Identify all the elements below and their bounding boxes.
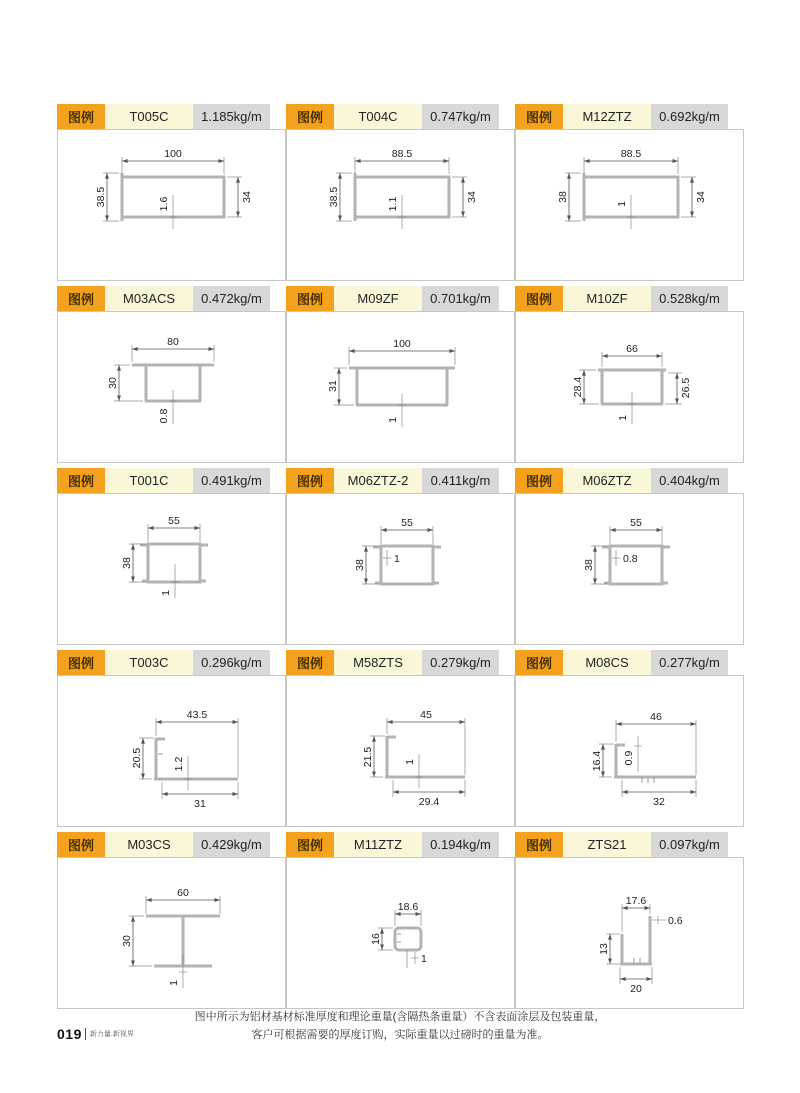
profile-drawing-M10ZF bbox=[516, 312, 743, 462]
drawing-area bbox=[57, 857, 286, 1009]
page-number: 019 bbox=[57, 1026, 82, 1042]
drawing-area bbox=[57, 311, 286, 463]
profile-cell bbox=[286, 832, 515, 1009]
profile-cell bbox=[57, 832, 286, 1009]
legend-label: 图例 bbox=[515, 468, 563, 493]
drawing-area bbox=[286, 311, 515, 463]
dim-right-label: 34 bbox=[466, 191, 478, 203]
dim-right-label: 26.5 bbox=[680, 377, 692, 399]
cell-header bbox=[57, 832, 286, 857]
dim-left-label: 38.5 bbox=[328, 186, 340, 208]
profile-cell bbox=[286, 286, 515, 463]
cell-header bbox=[286, 832, 515, 857]
dim-top-label: 100 bbox=[393, 338, 411, 350]
legend-label: 图例 bbox=[515, 832, 563, 857]
dim-wall-label: 1 bbox=[421, 953, 427, 965]
dim-bottom-label: 20 bbox=[630, 983, 642, 995]
weight-label: 0.279kg/m bbox=[422, 650, 499, 675]
dim-top-label: 43.5 bbox=[186, 709, 208, 721]
profile-grid bbox=[57, 104, 746, 1014]
dim-top-label: 17.6 bbox=[625, 895, 647, 907]
profile-cell bbox=[515, 650, 744, 827]
dim-right-label: 34 bbox=[695, 191, 707, 203]
cell-header bbox=[286, 650, 515, 675]
dim-wall-label: 1 bbox=[160, 590, 172, 596]
weight-label: 0.692kg/m bbox=[651, 104, 728, 129]
cell-header bbox=[515, 832, 744, 857]
profile-cell bbox=[286, 650, 515, 827]
profile-cell bbox=[57, 650, 286, 827]
dim-wall-label: 1 bbox=[394, 553, 400, 565]
weight-label: 0.472kg/m bbox=[193, 286, 270, 311]
profile-cell bbox=[286, 104, 515, 281]
dim-left-label: 38.5 bbox=[95, 186, 107, 208]
dim-wall-label: 1 bbox=[404, 759, 416, 765]
legend-label: 图例 bbox=[57, 832, 105, 857]
profile-drawing-M11ZTZ bbox=[287, 858, 514, 1008]
drawing-area bbox=[515, 311, 744, 463]
dim-top-label: 66 bbox=[626, 343, 638, 355]
profile-cell bbox=[515, 286, 744, 463]
weight-label: 0.404kg/m bbox=[651, 468, 728, 493]
drawing-area bbox=[515, 675, 744, 827]
profile-drawing-M06ZTZ bbox=[516, 494, 743, 644]
page-number-block bbox=[57, 1026, 134, 1042]
legend-label: 图例 bbox=[57, 104, 105, 129]
dim-top-label: 55 bbox=[630, 517, 642, 529]
legend-label: 图例 bbox=[286, 286, 334, 311]
weight-label: 0.277kg/m bbox=[651, 650, 728, 675]
dim-wall-label: 1.2 bbox=[173, 756, 185, 772]
dim-left-label: 13 bbox=[598, 943, 610, 955]
profile-cell bbox=[57, 104, 286, 281]
model-label: M06ZTZ-2 bbox=[334, 468, 422, 493]
page-number-divider bbox=[85, 1028, 86, 1040]
legend-label: 图例 bbox=[515, 650, 563, 675]
legend-label: 图例 bbox=[286, 650, 334, 675]
grid-row-4 bbox=[57, 650, 746, 827]
dim-left-label: 38 bbox=[121, 557, 133, 569]
dim-left-label: 38 bbox=[583, 559, 595, 571]
weight-label: 0.296kg/m bbox=[193, 650, 270, 675]
dim-top-label: 45 bbox=[420, 709, 432, 721]
model-label: T004C bbox=[334, 104, 422, 129]
profile-drawing-T004C bbox=[287, 130, 514, 280]
weight-label: 0.097kg/m bbox=[651, 832, 728, 857]
model-label: T001C bbox=[105, 468, 193, 493]
dim-right-label: 34 bbox=[241, 191, 253, 203]
profile-drawing-M08CS bbox=[516, 676, 743, 826]
model-label: M12ZTZ bbox=[563, 104, 651, 129]
profile-cell bbox=[286, 468, 515, 645]
drawing-area bbox=[57, 675, 286, 827]
grid-row-3 bbox=[57, 468, 746, 645]
model-label: M09ZF bbox=[334, 286, 422, 311]
drawing-area bbox=[286, 493, 515, 645]
grid-row-1 bbox=[57, 104, 746, 281]
model-label: T003C bbox=[105, 650, 193, 675]
dim-wall-label: 1 bbox=[387, 417, 399, 423]
drawing-area bbox=[286, 129, 515, 281]
footer-note-line1: 图中所示为铝材基材标准厚度和理论重量(含隔热条重量）不含表面涂层及包装重量， bbox=[194, 1011, 606, 1023]
model-label: M58ZTS bbox=[334, 650, 422, 675]
weight-label: 0.491kg/m bbox=[193, 468, 270, 493]
dim-wall-label: 0.8 bbox=[158, 408, 170, 424]
model-label: M06ZTZ bbox=[563, 468, 651, 493]
profile-drawing-T001C bbox=[58, 494, 285, 644]
weight-label: 1.185kg/m bbox=[193, 104, 270, 129]
legend-label: 图例 bbox=[57, 286, 105, 311]
profile-drawing-M03CS bbox=[58, 858, 285, 1008]
drawing-area bbox=[57, 129, 286, 281]
model-label: T005C bbox=[105, 104, 193, 129]
cell-header bbox=[57, 650, 286, 675]
profile-drawing-M03ACS bbox=[58, 312, 285, 462]
cell-header bbox=[57, 468, 286, 493]
dim-top-label: 88.5 bbox=[391, 148, 413, 160]
weight-label: 0.194kg/m bbox=[422, 832, 499, 857]
profile-drawing-M58ZTS bbox=[287, 676, 514, 826]
profile-drawing-T003C bbox=[58, 676, 285, 826]
dim-wall-label: 1.6 bbox=[158, 196, 170, 212]
dim-top-label: 80 bbox=[167, 336, 179, 348]
weight-label: 0.747kg/m bbox=[422, 104, 499, 129]
profile-drawing-M09ZF bbox=[287, 312, 514, 462]
dim-left-label: 16 bbox=[370, 933, 382, 945]
dim-wall-label: 1 bbox=[616, 201, 628, 207]
cell-header bbox=[515, 104, 744, 129]
cell-header bbox=[286, 286, 515, 311]
dim-top-label: 18.6 bbox=[397, 901, 419, 913]
dim-wall-label: 1.1 bbox=[387, 196, 399, 212]
cell-header bbox=[286, 104, 515, 129]
weight-label: 0.411kg/m bbox=[422, 468, 499, 493]
grid-row-5 bbox=[57, 832, 746, 1009]
dim-bottom-label: 29.4 bbox=[418, 796, 440, 808]
legend-label: 图例 bbox=[286, 832, 334, 857]
dim-left-label: 38 bbox=[354, 559, 366, 571]
drawing-area bbox=[286, 675, 515, 827]
drawing-area bbox=[57, 493, 286, 645]
dim-wall-label: 0.6 bbox=[668, 915, 683, 927]
weight-label: 0.429kg/m bbox=[193, 832, 270, 857]
cell-header bbox=[515, 650, 744, 675]
footer-note-line2: 客户可根据需要的厚度订购，实际重量以过磅时的重量为准。 bbox=[251, 1029, 549, 1042]
profile-drawing-ZTS21 bbox=[516, 858, 743, 1008]
model-label: ZTS21 bbox=[563, 832, 651, 857]
dim-left-label: 30 bbox=[121, 935, 133, 947]
dim-top-label: 100 bbox=[164, 148, 182, 160]
drawing-area bbox=[515, 857, 744, 1009]
dim-left-label: 30 bbox=[107, 377, 119, 389]
cell-header bbox=[286, 468, 515, 493]
dim-bottom-label: 32 bbox=[653, 796, 665, 808]
dim-top-label: 55 bbox=[401, 517, 413, 529]
profile-cell bbox=[515, 104, 744, 281]
profile-drawing-M12ZTZ bbox=[516, 130, 743, 280]
profile-drawing-M06ZTZ-2 bbox=[287, 494, 514, 644]
dim-top-label: 88.5 bbox=[620, 148, 642, 160]
profile-cell bbox=[515, 468, 744, 645]
model-label: M11ZTZ bbox=[334, 832, 422, 857]
profile-cell bbox=[57, 468, 286, 645]
dim-top-label: 46 bbox=[650, 711, 662, 723]
legend-label: 图例 bbox=[286, 104, 334, 129]
drawing-area bbox=[515, 129, 744, 281]
profile-cell bbox=[57, 286, 286, 463]
dim-left-label: 20.5 bbox=[131, 747, 143, 769]
dim-left-label: 31 bbox=[327, 380, 339, 392]
cell-header bbox=[515, 468, 744, 493]
cell-header bbox=[57, 286, 286, 311]
weight-label: 0.528kg/m bbox=[651, 286, 728, 311]
dim-top-label: 55 bbox=[168, 515, 180, 527]
legend-label: 图例 bbox=[515, 286, 563, 311]
dim-wall-label: 1 bbox=[168, 980, 180, 986]
dim-left-label: 28.4 bbox=[572, 376, 584, 398]
grid-row-2 bbox=[57, 286, 746, 463]
dim-left-label: 21.5 bbox=[362, 746, 374, 768]
page-tagline: 新力量.新视界 bbox=[89, 1031, 134, 1038]
weight-label: 0.701kg/m bbox=[422, 286, 499, 311]
dim-wall-label: 0.8 bbox=[623, 553, 638, 565]
model-label: M03CS bbox=[105, 832, 193, 857]
legend-label: 图例 bbox=[57, 650, 105, 675]
drawing-area bbox=[286, 857, 515, 1009]
dim-wall-label: 0.9 bbox=[623, 750, 635, 766]
dim-top-label: 60 bbox=[177, 887, 189, 899]
model-label: M08CS bbox=[563, 650, 651, 675]
dim-left-label: 38 bbox=[557, 191, 569, 203]
dim-left-label: 16.4 bbox=[591, 750, 603, 772]
dim-bottom-label: 31 bbox=[194, 798, 206, 810]
dim-wall-label: 1 bbox=[617, 415, 629, 421]
drawing-area bbox=[515, 493, 744, 645]
legend-label: 图例 bbox=[286, 468, 334, 493]
model-label: M10ZF bbox=[563, 286, 651, 311]
profile-cell bbox=[515, 832, 744, 1009]
model-label: M03ACS bbox=[105, 286, 193, 311]
cell-header bbox=[515, 286, 744, 311]
cell-header bbox=[57, 104, 286, 129]
legend-label: 图例 bbox=[515, 104, 563, 129]
legend-label: 图例 bbox=[57, 468, 105, 493]
profile-drawing-T005C bbox=[58, 130, 285, 280]
